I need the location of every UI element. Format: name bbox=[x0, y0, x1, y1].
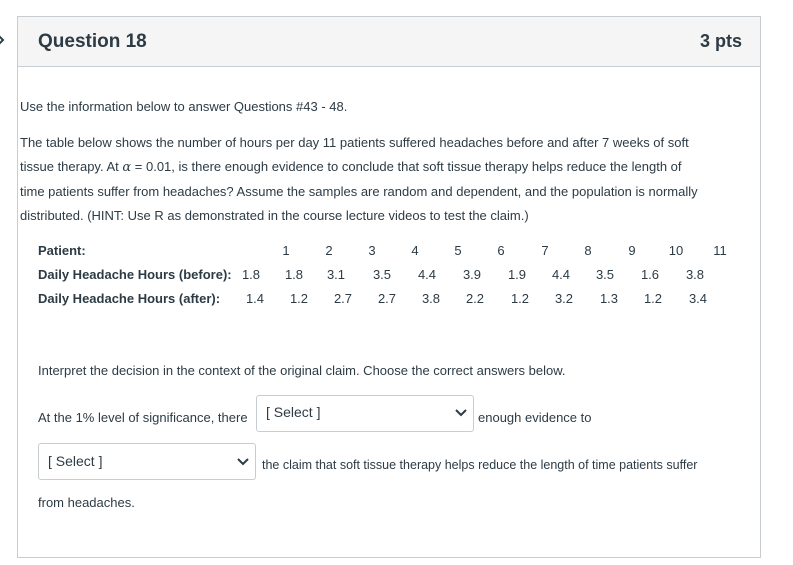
chevron-down-icon bbox=[455, 408, 467, 418]
before-label: Daily Headache Hours (before): bbox=[38, 267, 232, 282]
sentence-part-3: the claim that soft tissue therapy helps reduce the length of time patients suffer bbox=[262, 458, 698, 472]
patient-number: 3 bbox=[368, 243, 376, 258]
before-value: 3.1 bbox=[326, 267, 346, 282]
patient-number: 1 bbox=[282, 243, 290, 258]
patient-number: 11 bbox=[713, 243, 727, 258]
patient-label: Patient: bbox=[38, 243, 86, 258]
after-value: 3.4 bbox=[688, 291, 708, 306]
patient-number: 10 bbox=[668, 243, 684, 258]
after-value: 2.7 bbox=[333, 291, 353, 306]
sentence-part-1: At the 1% level of significance, there bbox=[38, 410, 248, 425]
patient-number: 5 bbox=[454, 243, 462, 258]
before-value: 3.5 bbox=[372, 267, 392, 282]
after-value: 3.8 bbox=[421, 291, 441, 306]
after-value: 1.4 bbox=[245, 291, 265, 306]
patient-number: 7 bbox=[541, 243, 549, 258]
before-value: 1.6 bbox=[640, 267, 660, 282]
body-line-4: distributed. (HINT: Use R as demonstrated in the course lecture videos to test the claim.) bbox=[20, 208, 529, 223]
before-value: 4.4 bbox=[417, 267, 437, 282]
question-points: 3 pts bbox=[699, 31, 742, 51]
before-value: 1.8 bbox=[284, 267, 304, 282]
after-value: 2.7 bbox=[377, 291, 397, 306]
before-value: 1.8 bbox=[241, 267, 261, 282]
chevron-right-icon[interactable] bbox=[0, 31, 6, 49]
after-value: 3.2 bbox=[554, 291, 574, 306]
patient-number: 4 bbox=[411, 243, 419, 258]
interpret-text: Interpret the decision in the context of the original claim. Choose the correct answers below. bbox=[38, 363, 566, 378]
sentence-part-4: from headaches. bbox=[38, 495, 135, 510]
sentence-part-2: enough evidence to bbox=[478, 410, 592, 425]
select-claim-dropdown[interactable] bbox=[38, 443, 256, 480]
after-value: 1.2 bbox=[510, 291, 530, 306]
question-body bbox=[20, 131, 720, 228]
patient-number: 6 bbox=[497, 243, 505, 258]
before-value: 4.4 bbox=[551, 267, 571, 282]
select-evidence-dropdown[interactable] bbox=[256, 395, 474, 432]
after-value: 1.3 bbox=[599, 291, 619, 306]
after-value: 1.2 bbox=[289, 291, 309, 306]
body-line-1: The table below shows the number of hours per day 11 patients suffered headaches before and after 7 weeks of soft bbox=[20, 135, 689, 150]
before-value: 3.9 bbox=[462, 267, 482, 282]
before-value: 3.5 bbox=[595, 267, 615, 282]
chevron-down-icon bbox=[237, 457, 249, 467]
before-value: 3.8 bbox=[685, 267, 705, 282]
body-line-2: tissue therapy. At α = 0.01, is there enough evidence to conclude that soft tissue therapy helps reduce the length of bbox=[20, 159, 682, 175]
patient-number: 2 bbox=[325, 243, 333, 258]
patient-number: 8 bbox=[584, 243, 592, 258]
before-value: 1.9 bbox=[507, 267, 527, 282]
data-table bbox=[38, 243, 758, 313]
body-line-3: time patients suffer from headaches? Assume the samples are random and dependent, and the population is normally bbox=[20, 184, 698, 199]
select-claim-value: [ Select ] bbox=[48, 453, 103, 469]
patient-number: 9 bbox=[628, 243, 636, 258]
after-value: 2.2 bbox=[465, 291, 485, 306]
after-value: 1.2 bbox=[643, 291, 663, 306]
alpha-symbol: α bbox=[122, 160, 132, 175]
intro-text: Use the information below to answer Questions #43 - 48. bbox=[20, 99, 348, 114]
question-header bbox=[18, 17, 760, 67]
after-label: Daily Headache Hours (after): bbox=[38, 291, 221, 306]
select-evidence-value: [ Select ] bbox=[266, 404, 321, 420]
question-title: Question 18 bbox=[38, 30, 147, 52]
